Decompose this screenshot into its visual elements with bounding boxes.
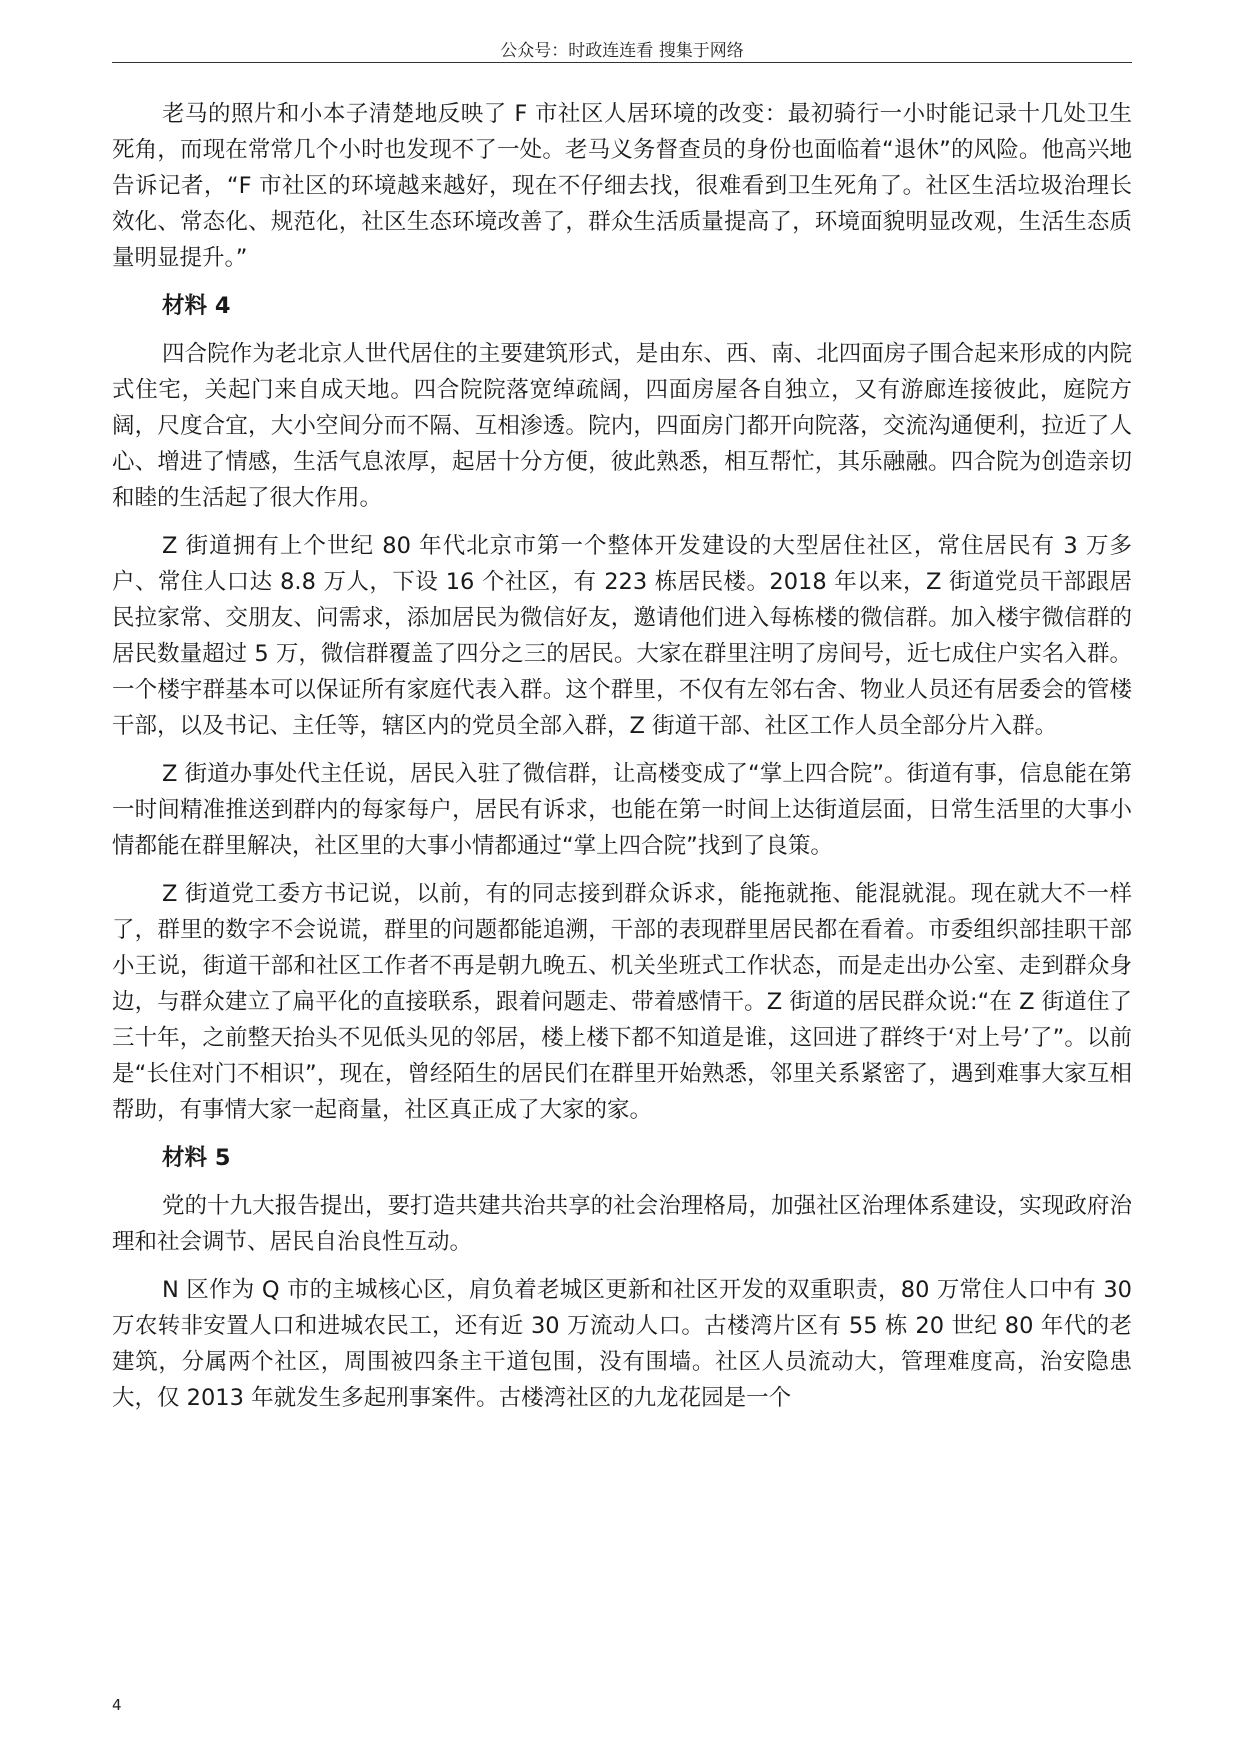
paragraph: 四合院作为老北京人世代居住的主要建筑形式，是由东、西、南、北四面房子围合起来形成的内院式住宅，关起门来自成天地。四合院院落宽绰疏阔，四面房屋各自独立，又有游廊连接彼此，庭院方阔，尺度合宜，大小空间分而不隔、互相渗透。院内，四面房门都开向院落，交流沟通便利，拉近了人心、增进了情感，生活气息浓厚，起居十分方便，彼此熟悉，相互帮忙，其乐融融。四合院为创造亲切和睦的生活起了很大作用。 [112, 341, 1132, 511]
document-body [112, 96, 1132, 1428]
page-number: 4 [112, 1696, 122, 1714]
paragraph: Z 街道办事处代主任说，居民入驻了微信群，让高楼变成了“掌上四合院”。街道有事，信息能在第一时间精准推送到群内的每家每户，居民有诉求，也能在第一时间上达街道层面，日常生活里的大事小情都能在群里解决，社区里的大事小情都通过“掌上四合院”找到了良策。 [112, 761, 1132, 859]
paragraph: Z 街道党工委方书记说，以前，有的同志接到群众诉求，能拖就拖、能混就混。现在就大不一样了，群里的数字不会说谎，群里的问题都能追溯，干部的表现群里居民都在看着。市委组织部挂职干部小王说，街道干部和社区工作者不再是朝九晚五、机关坐班式工作状态，而是走出办公室、走到群众身边，与群众建立了扁平化的直接联系，跟着问题走、带着感情干。Z 街道的居民群众说:“在 Z 街道住了三十年，之前整天抬头不见低头见的邻居，楼上楼下都不知道是谁，这回进了群终于‘对上号’了”。以前是“长住对门不相识”，现在，曾经陌生的居民们在群里开始熟悉，邻里关系紧密了，遇到难事大家互相帮助，有事情大家一起商量，社区真正成了大家的家。 [112, 881, 1132, 1123]
paragraph: 党的十九大报告提出，要打造共建共治共享的社会治理格局，加强社区治理体系建设，实现政府治理和社会调节、居民自治良性互动。 [112, 1193, 1132, 1255]
page-header: 公众号：时政连连看 搜集于网络 [500, 41, 744, 61]
paragraph: Z 街道拥有上个世纪 80 年代北京市第一个整体开发建设的大型居住社区，常住居民有 3 万多户、常住人口达 8.8 万人，下设 16 个社区，有 223 栋居民楼。2018 年以来，Z 街道党员干部跟居民拉家常、交朋友、问需求，添加居民为微信好友，邀请他们进入每栋楼的微信群。加入楼宇微信群的居民数量超过 5 万，微信群覆盖了四分之三的居民。大家在群里注明了房间号，近七成住户实名入群。一个楼宇群基本可以保证所有家庭代表入群。这个群里，不仅有左邻右舍、物业人员还有居委会的管楼干部，以及书记、主任等，辖区内的党员全部入群，Z 街道干部、社区工作人员全部分片入群。 [112, 533, 1132, 739]
paragraph: N 区作为 Q 市的主城核心区，肩负着老城区更新和社区开发的双重职责，80 万常住人口中有 30 万农转非安置人口和进城农民工，还有近 30 万流动人口。古楼湾片区有 55 栋 20 世纪 80 年代的老建筑，分属两个社区，周围被四条主干道包围，没有围墙。社区人员流动大，管理难度高，治安隐患大，仅 2013 年就发生多起刑事案件。古楼湾社区的九龙花园是一个 [112, 1277, 1132, 1411]
section-heading-material-5: 材料 5 [162, 1145, 231, 1171]
paragraph: 老马的照片和小本子清楚地反映了 F 市社区人居环境的改变：最初骑行一小时能记录十几处卫生死角，而现在常常几个小时也发现不了一处。老马义务督查员的身份也面临着“退休”的风险。他高兴地告诉记者，“F 市社区的环境越来越好，现在不仔细去找，很难看到卫生死角了。社区生活垃圾治理长效化、常态化、规范化，社区生态环境改善了，群众生活质量提高了，环境面貌明显改观，生活生态质量明显提升。” [112, 101, 1132, 271]
header-divider [112, 62, 1132, 63]
section-heading-material-4: 材料 4 [162, 293, 231, 319]
